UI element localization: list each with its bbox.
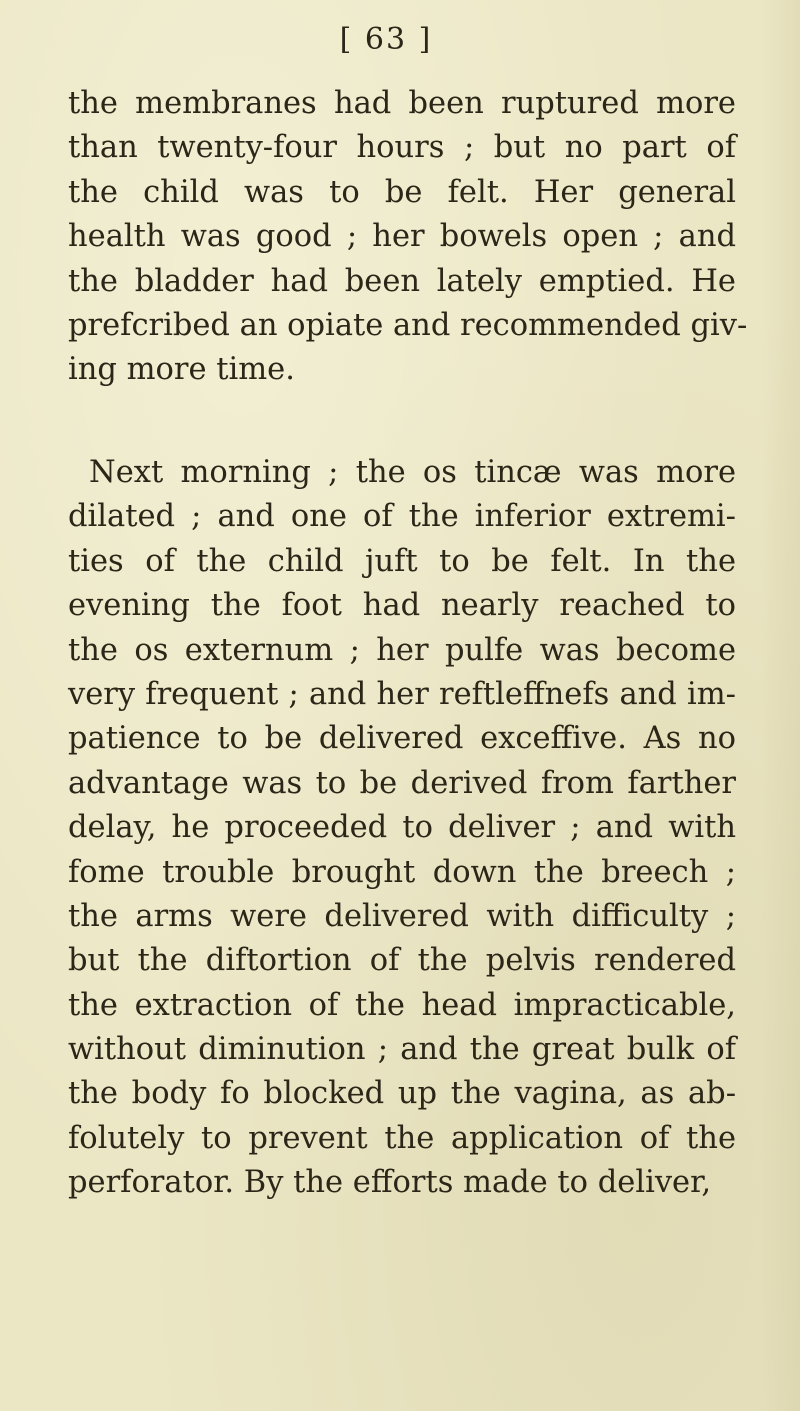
text-line: dilated ; and one of the inferior extremi- [68,499,736,535]
text-line: the bladder had been lately emptied. He [68,263,736,299]
text-line: Next morning ; the os tincæ was more [89,455,736,490]
text-line: the os externum ; her pulfe was become [68,632,736,668]
text-line: the child was to be felt. Her general [68,174,736,210]
page-edge-shadow [760,0,800,1411]
page-number: [ 63 ] [339,22,433,57]
text-line: without diminution ; and the great bulk of [68,1032,736,1068]
text-line: than twenty-four hours ; but no part of [68,130,736,166]
text-line: folutely to prevent the application of the [68,1120,736,1156]
text-line: the extraction of the head impracticable, [68,987,736,1023]
text-line: but the diftortion of the pelvis rendered [68,943,736,979]
text-line: ties of the child juft to be felt. In the [68,543,736,579]
text-line: advantage was to be derived from farther [68,765,736,801]
paragraph-1 [68,82,748,393]
text-line: ing more time. [68,352,295,388]
text-line: the arms were delivered with difficulty ; [68,898,736,934]
text-line: perforator. By the efforts made to deliver, [68,1165,712,1201]
text-line: very frequent ; and her reftleffnefs and im- [68,676,736,712]
text-line: health was good ; her bowels open ; and [68,219,736,255]
text-line: the membranes had been ruptured more [68,86,736,121]
text-line: the body fo blocked up the vagina, as ab- [68,1076,736,1112]
text-line: prefcribed an opiate and recommended giv- [68,307,748,343]
text-line: patience to be delivered exceffive. As no [68,721,736,757]
text-line: delay, he proceeded to deliver ; and with [68,810,736,846]
paragraph-2 [68,451,736,1206]
text-line: evening the foot had nearly reached to [68,588,736,624]
text-line: fome trouble brought down the breech ; [68,854,736,890]
